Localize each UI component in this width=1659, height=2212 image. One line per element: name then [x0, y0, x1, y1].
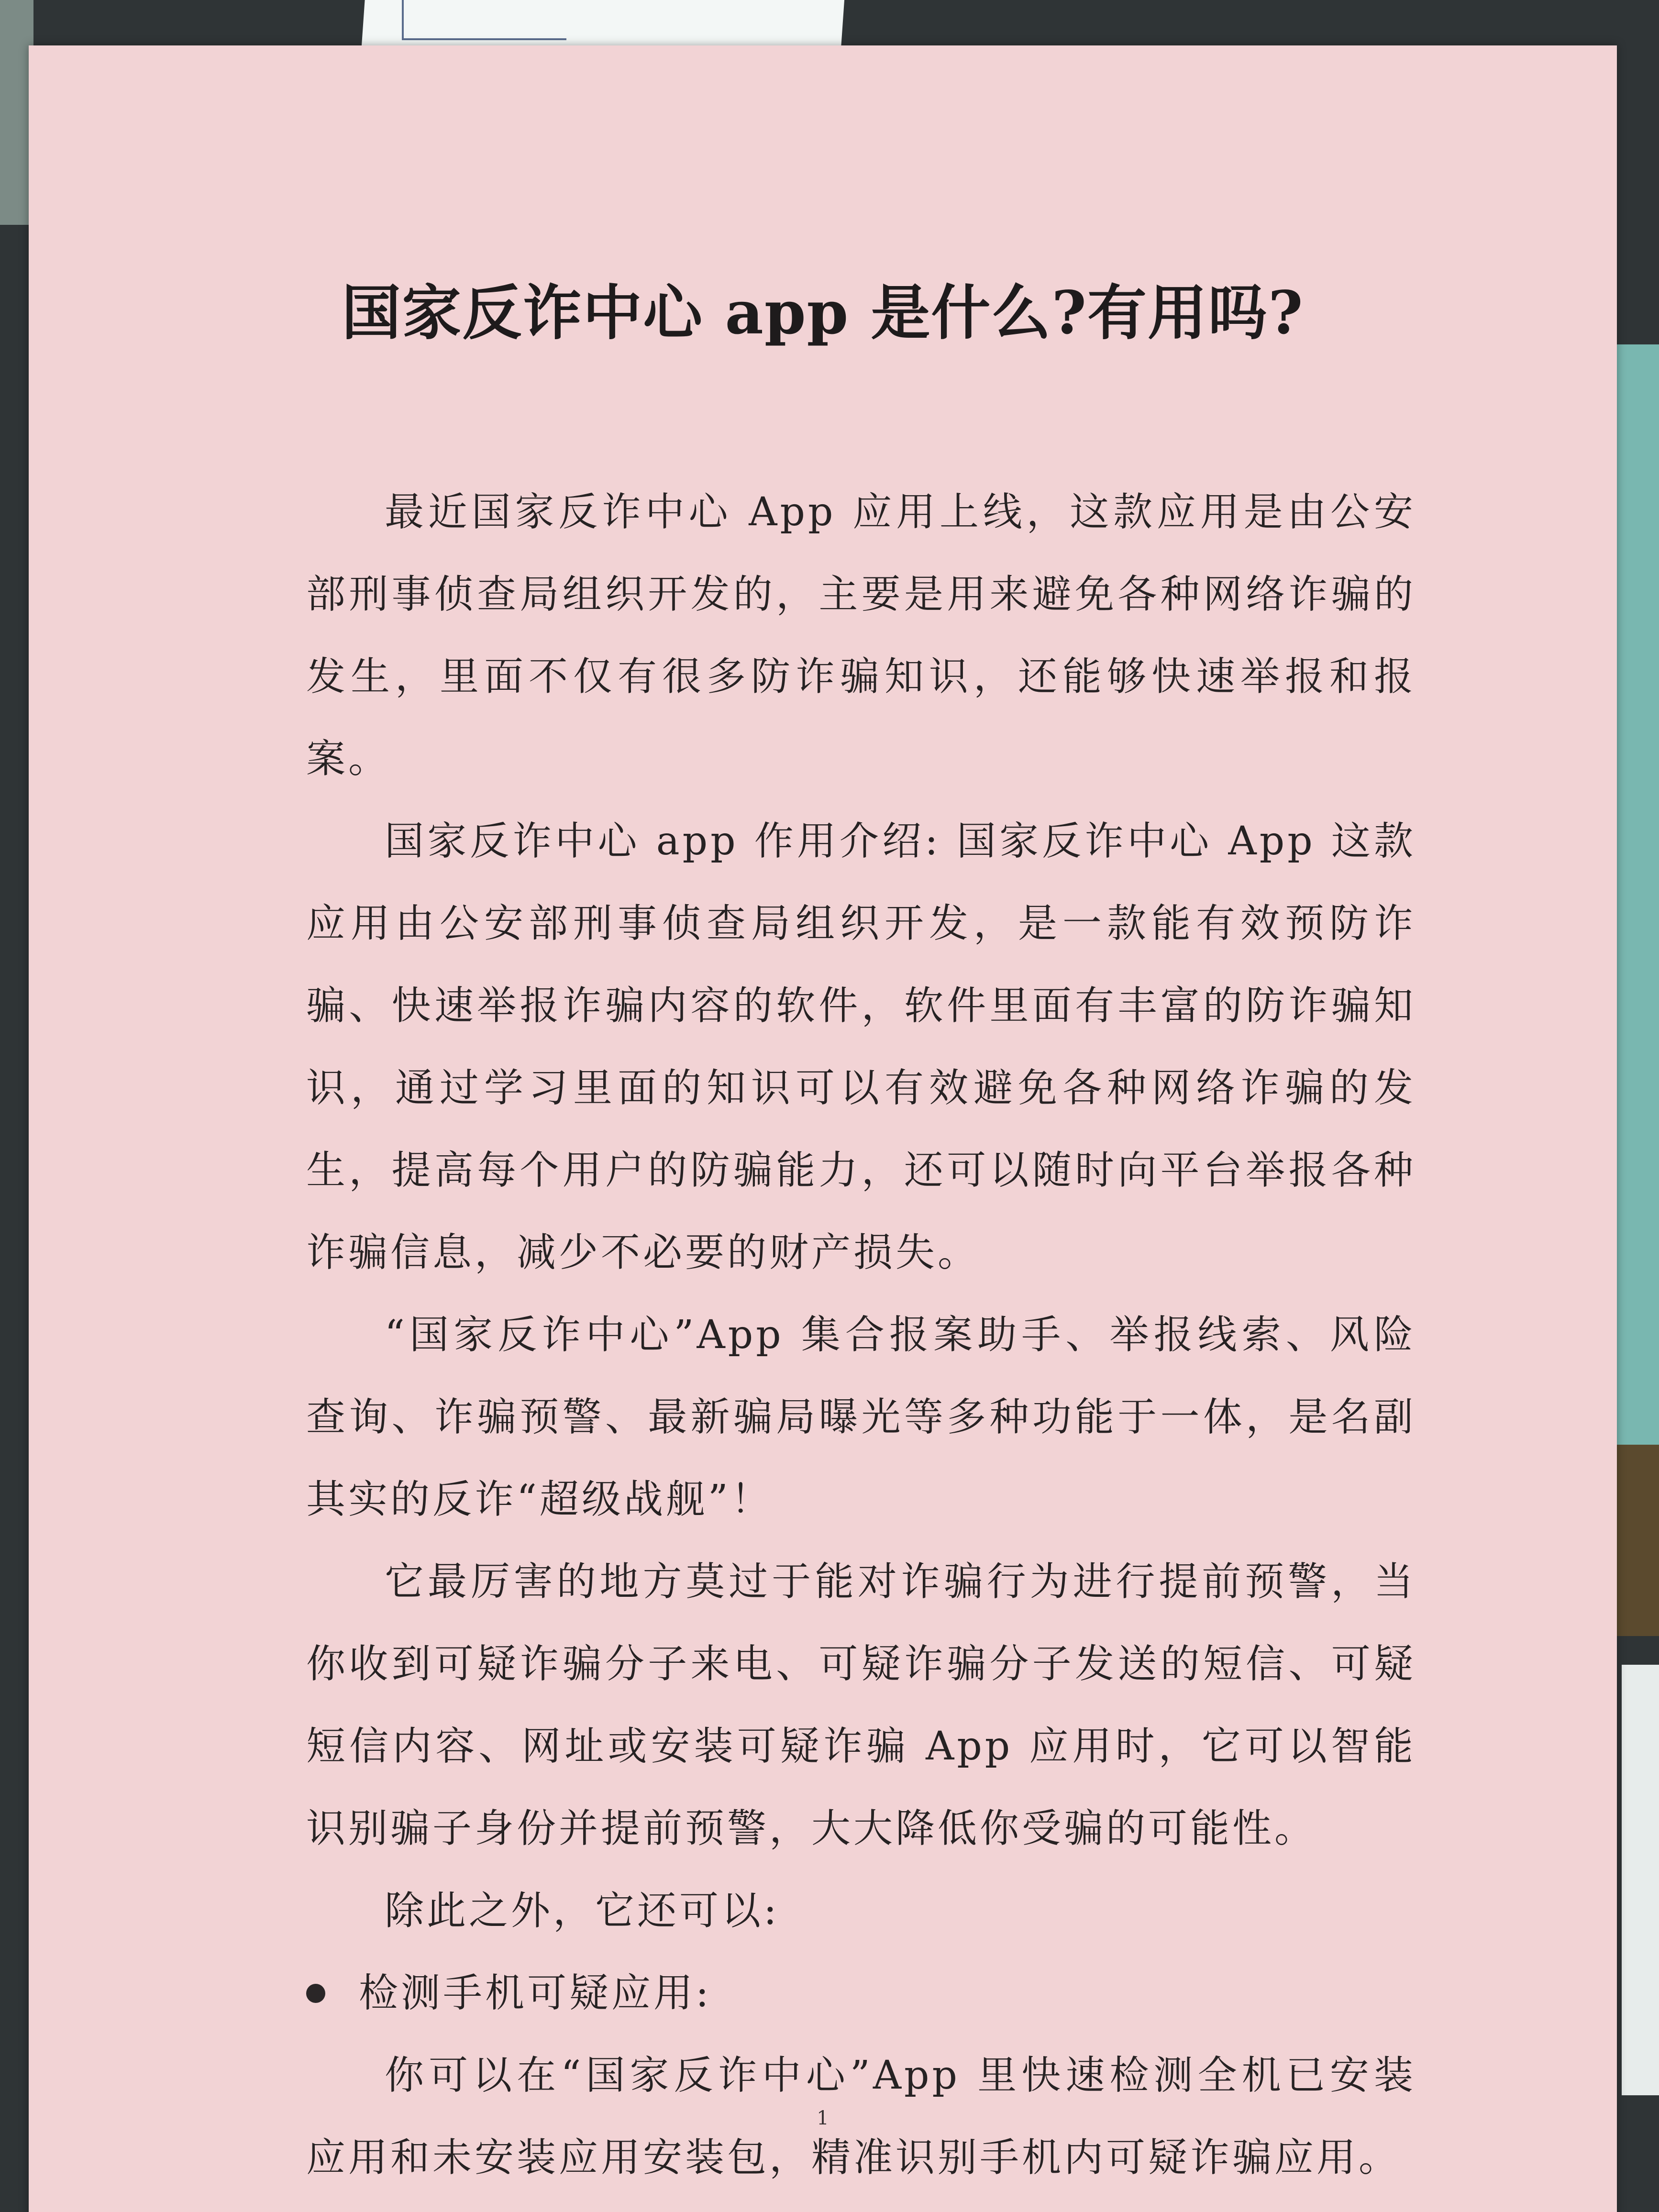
- paragraph-early-warning: 它最厉害的地方莫过于能对诈骗行为进行提前预警，当你收到可疑诈骗分子来电、可疑诈骗分子发送的短信、可疑短信内容、网址或安装可疑诈骗 App 应用时，它可以智能识别骗子身份并提前预警，大大降低你受骗的可能性。: [306, 1559, 1416, 1851]
- paragraph-intro: 最近国家反诈中心 App 应用上线，这款应用是由公安部刑事侦查局组织开发的，主要是用来避免各种网络诈骗的发生，里面不仅有很多防诈骗知识，还能够快速举报和报案。: [306, 489, 1416, 782]
- background-paper-grid-lines: [402, 0, 566, 40]
- background-right-object: [1617, 344, 1659, 1588]
- document-body: [306, 471, 1416, 2199]
- bullet-label: 检测手机可疑应用:: [359, 1970, 712, 2016]
- background-right-white-object: [1622, 1665, 1659, 2095]
- paragraph-detect-apps: 你可以在“国家反诈中心”App 里快速检测全机已安装应用和未安装应用安装包，精准识别手机内可疑诈骗应用。: [306, 2053, 1416, 2180]
- bullet-dot-icon: [306, 1984, 325, 2003]
- paragraph-besides: 除此之外，它还可以:: [385, 1888, 780, 1934]
- document-title: 国家反诈中心 app 是什么?有用吗?: [342, 278, 1304, 348]
- bullet-item: [306, 1952, 1416, 2035]
- page-number: 1: [817, 2107, 829, 2129]
- paragraph-features: “国家反诈中心”App 集合报案助手、举报线索、风险查询、诈骗预警、最新骗局曝光等多种功能于一体，是名副其实的反诈“超级战舰”！: [306, 1312, 1416, 1522]
- background-right-dark-object: [1617, 1445, 1659, 1636]
- paragraph-function-intro: 国家反诈中心 app 作用介绍: 国家反诈中心 App 这款应用由公安部刑事侦查局组织开发，是一款能有效预防诈骗、快速举报诈骗内容的软件，软件里面有丰富的防诈骗知识，通过学习里面的知识可以有效避免各种网络诈骗的发生，提高每个用户的防骗能力，还可以随时向平台举报各种诈骗信息，减少不必要的财产损失。: [306, 818, 1416, 1275]
- document-page: [29, 45, 1617, 2212]
